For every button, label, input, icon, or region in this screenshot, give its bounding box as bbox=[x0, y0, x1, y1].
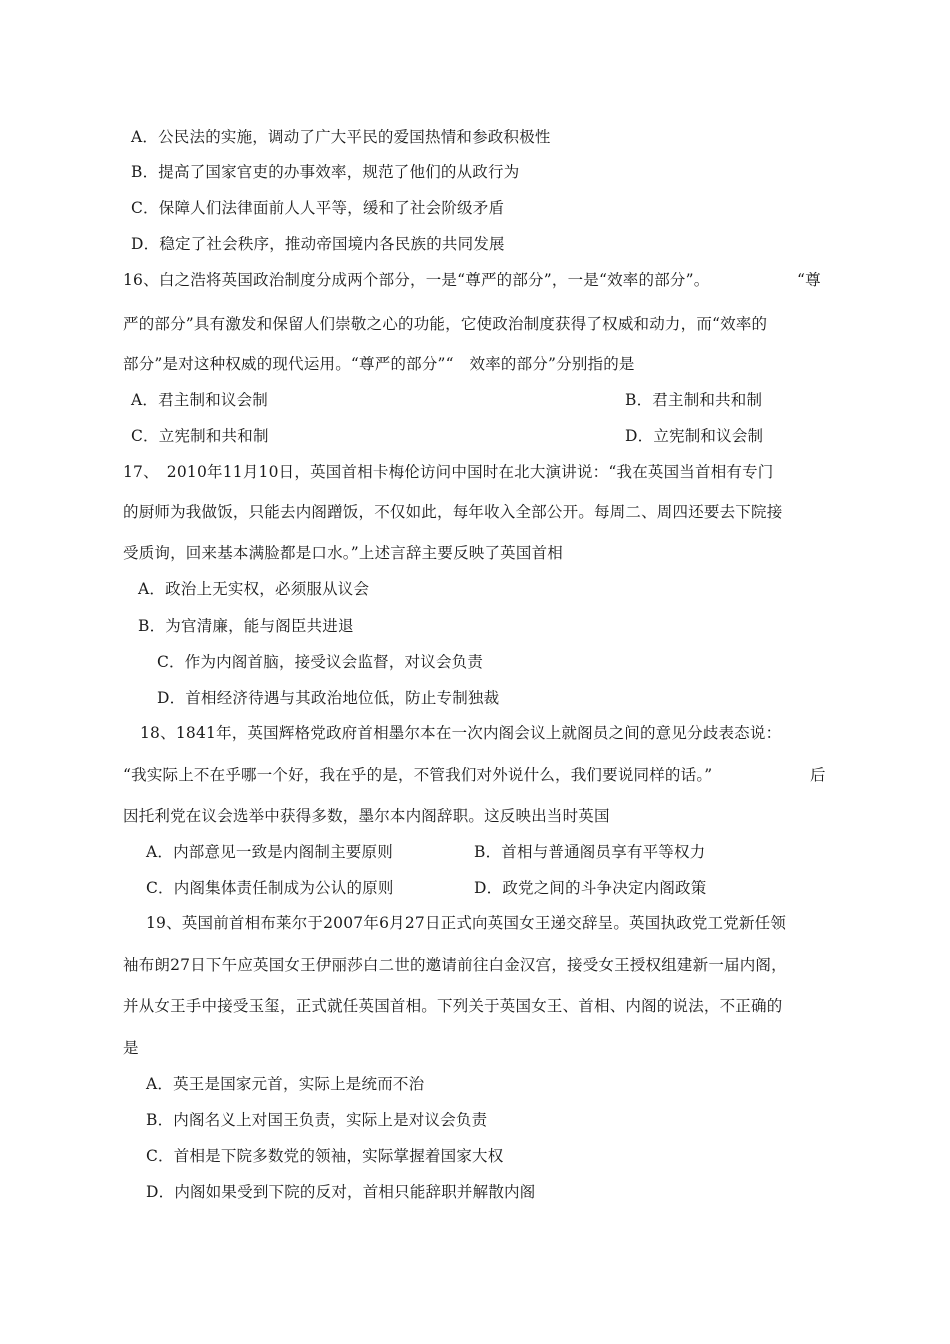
q19-option-b: B．内阁名义上对国王负责，实际上是对议会负责 bbox=[146, 1111, 488, 1129]
q16-stem-line-1-end: “尊 bbox=[797, 271, 821, 289]
q19-option-a: A．英王是国家元首，实际上是统而不治 bbox=[146, 1075, 425, 1093]
q15-option-b: B．提高了国家官吏的办事效率，规范了他们的从政行为 bbox=[131, 163, 520, 181]
q17-stem-line-2: 的厨师为我做饭，只能去内阁蹭饭，不仅如此，每年收入全部公开。每周二、周四还要去下院接 bbox=[123, 503, 783, 521]
q16-option-b: B．君主制和共和制 bbox=[625, 391, 763, 409]
q18-stem-line-2-end: 后 bbox=[810, 766, 826, 784]
q19-stem-line-3: 并从女王手中接受玉玺，正式就任英国首相。下列关于英国女王、首相、内阁的说法，不正确的 bbox=[123, 997, 783, 1015]
q19-option-d: D．内阁如果受到下院的反对，首相只能辞职并解散内阁 bbox=[146, 1183, 536, 1201]
q17-option-d: D．首相经济待遇与其政治地位低，防止专制独裁 bbox=[157, 689, 500, 707]
q17-option-b: B．为官清廉，能与阁臣共进退 bbox=[138, 617, 354, 635]
q18-option-b: B．首相与普通阁员享有平等权力 bbox=[474, 843, 706, 861]
q15-option-c: C．保障人们法律面前人人平等，缓和了社会阶级矛盾 bbox=[131, 199, 505, 217]
q16-option-a: A．君主制和议会制 bbox=[131, 391, 268, 409]
q16-stem-line-1: 16、白之浩将英国政治制度分成两个部分，一是“尊严的部分”，一是“效率的部分”。 bbox=[123, 271, 710, 289]
q19-stem-line-1: 19、英国前首相布莱尔于2007年6月27日正式向英国女王递交辞呈。英国执政党工党新任领 bbox=[146, 914, 787, 932]
q17-option-c: C．作为内阁首脑，接受议会监督，对议会负责 bbox=[157, 653, 484, 671]
q16-option-c: C．立宪制和共和制 bbox=[131, 427, 269, 445]
q17-stem-line-3: 受质询，回来基本满脸都是口水。”上述言辞主要反映了英国首相 bbox=[123, 544, 563, 562]
q19-stem-line-2: 袖布朗27日下午应英国女王伊丽莎白二世的邀请前往白金汉宫，接受女王授权组建新一届内阁， bbox=[123, 956, 787, 974]
q18-option-d: D．政党之间的斗争决定内阁政策 bbox=[474, 879, 707, 897]
q17-stem-line-1: 17、 2010年11月10日，英国首相卡梅伦访问中国时在北大演讲说：“我在英国当首相有专门 bbox=[123, 463, 774, 481]
q16-stem-line-2: 严的部分”具有激发和保留人们崇敬之心的功能，它使政治制度获得了权威和动力，而“效率的 bbox=[123, 315, 768, 333]
q16-stem-line-3: 部分”是对这种权威的现代运用。“尊严的部分”“ 效率的部分”分别指的是 bbox=[123, 355, 635, 373]
q18-stem-line-1: 18、1841年，英国辉格党政府首相墨尔本在一次内阁会议上就阁员之间的意见分歧表态说： bbox=[140, 724, 782, 742]
q18-stem-line-3: 因托利党在议会选举中获得多数，墨尔本内阁辞职。这反映出当时英国 bbox=[123, 807, 610, 825]
q19-option-c: C．首相是下院多数党的领袖，实际掌握着国家大权 bbox=[146, 1147, 504, 1165]
q15-option-a: A．公民法的实施，调动了广大平民的爱国热情和参政积极性 bbox=[131, 128, 551, 146]
q15-option-d: D．稳定了社会秩序，推动帝国境内各民族的共同发展 bbox=[131, 235, 505, 253]
q17-option-a: A．政治上无实权，必须服从议会 bbox=[138, 580, 370, 598]
q18-stem-line-2: “我实际上不在乎哪一个好，我在乎的是，不管我们对外说什么，我们要说同样的话。” bbox=[123, 766, 713, 784]
q18-option-c: C．内阁集体责任制成为公认的原则 bbox=[146, 879, 394, 897]
q19-stem-line-4: 是 bbox=[123, 1039, 139, 1057]
q18-option-a: A．内部意见一致是内阁制主要原则 bbox=[146, 843, 393, 861]
q16-option-d: D．立宪制和议会制 bbox=[625, 427, 764, 445]
